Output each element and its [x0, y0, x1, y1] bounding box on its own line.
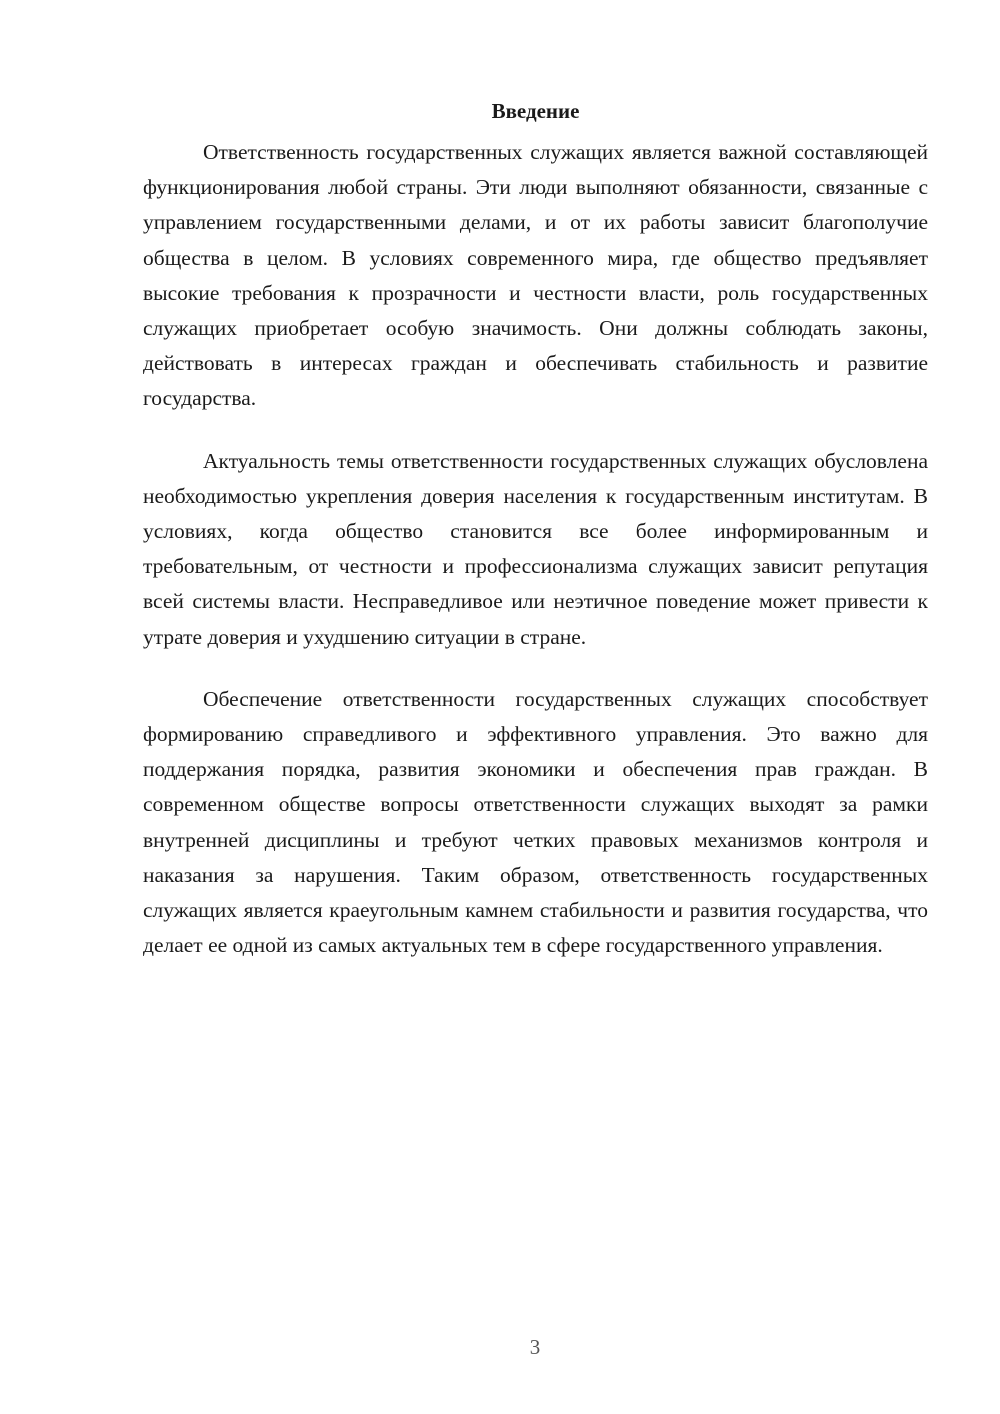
- document-page: [143, 96, 928, 990]
- paragraph-3: Обеспечение ответственности государственных служащих способствует формированию справедливого и эффективного управления. Это важно для поддержания порядка, развития экономики и обеспечения прав граждан. В современном обществе вопросы ответственности служащих выходят за рамки внутренней дисциплины и требуют четких правовых механизмов контроля и наказания за нарушения. Таким образом, ответственность государственных служащих является краеугольным камнем стабильности и развития государства, что делает ее одной из самых актуальных тем в сфере государственного управления.: [143, 686, 928, 958]
- page-number: 3: [529, 1335, 541, 1359]
- page-title: Введение: [491, 99, 580, 123]
- paragraph-2: Актуальность темы ответственности государственных служащих обусловлена необходимостью укрепления доверия населения к государственным институтам. В условиях, когда общество становится все более информированным и требовательным, от честности и профессионализма служащих зависит репутация всей системы власти. Несправедливое или неэтичное поведение может привести к утрате доверия и ухудшению ситуации в стране.: [143, 448, 928, 649]
- paragraph-1: Ответственность государственных служащих является важной составляющей функционирования любой страны. Эти люди выполняют обязанности, связанные с управлением государственными делами, и от их работы зависит благополучие общества в целом. В условиях современного мира, где общество предъявляет высокие требования к прозрачности и честности власти, роль государственных служащих приобретает особую значимость. Они должны соблюдать законы, действовать в интересах граждан и обеспечивать стабильность и развитие государства.: [143, 140, 928, 411]
